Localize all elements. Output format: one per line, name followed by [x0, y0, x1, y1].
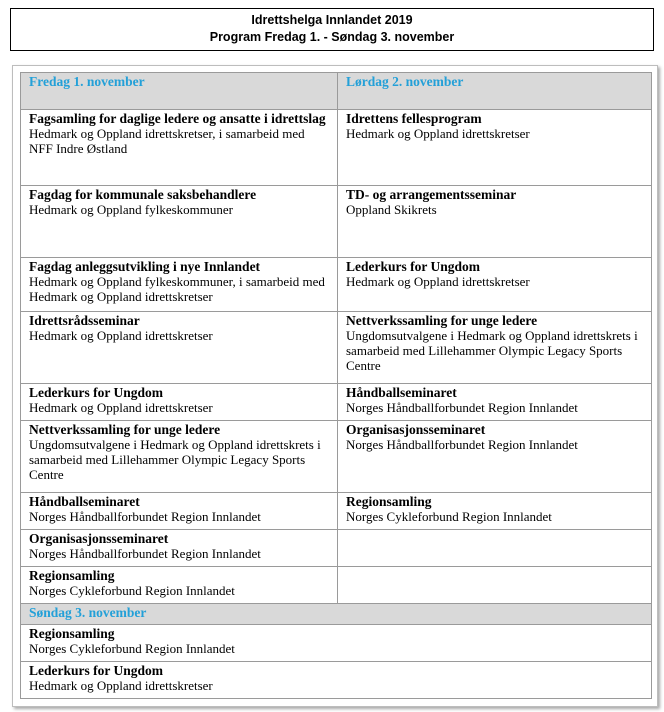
event-title: Organisasjonsseminaret [29, 531, 169, 546]
event-title: Idrettshelga Innlandet 2019 [251, 13, 413, 27]
day-heading-row [21, 73, 652, 110]
event-organizer: Norges Cykleforbund Region Innlandet [29, 583, 235, 598]
friday-heading: Fredag 1. november [21, 73, 338, 110]
table-row [21, 662, 652, 699]
event-organizer: Norges Cykleforbund Region Innlandet [29, 641, 235, 656]
event-title: Lederkurs for Ungdom [346, 259, 481, 274]
sunday-heading-row [21, 604, 652, 625]
event-title: Håndballseminaret [29, 494, 140, 509]
table-row [21, 110, 652, 186]
sunday-heading: Søndag 3. november [21, 604, 652, 625]
friday-event [21, 567, 338, 604]
table-row [21, 258, 652, 312]
table-row [21, 625, 652, 662]
event-organizer: Norges Håndballforbundet Region Innlandet [29, 509, 261, 524]
event-organizer: Hedmark og Oppland fylkeskommuner [29, 202, 233, 217]
saturday-event [338, 312, 652, 384]
friday-event [21, 312, 338, 384]
friday-event [21, 258, 338, 312]
friday-event [21, 421, 338, 493]
saturday-event [338, 421, 652, 493]
table-row [21, 567, 652, 604]
event-title: Regionsamling [346, 494, 432, 509]
table-row [21, 384, 652, 421]
event-title: Fagdag anleggsutvikling i nye Innlandet [29, 259, 261, 274]
friday-event [21, 493, 338, 530]
program-panel [12, 65, 658, 707]
saturday-event [338, 186, 652, 258]
friday-event [21, 186, 338, 258]
saturday-event [338, 493, 652, 530]
saturday-event-empty [338, 530, 652, 567]
event-title: Organisasjonsseminaret [346, 422, 486, 437]
friday-event [21, 110, 338, 186]
saturday-heading: Lørdag 2. november [338, 73, 652, 110]
event-title: Lederkurs for Ungdom [29, 663, 164, 678]
event-title: Fagsamling for daglige ledere og ansatte i idrettslag [29, 111, 326, 126]
table-row [21, 312, 652, 384]
event-organizer: Ungdomsutvalgene i Hedmark og Oppland idrettskrets i samarbeid med Lillehammer Olympic Legacy Sports Centre [29, 437, 321, 482]
sunday-event [21, 662, 652, 699]
table-row [21, 421, 652, 493]
event-title: Nettverkssamling for unge ledere [346, 313, 538, 328]
program-table [20, 72, 652, 699]
event-organizer: Hedmark og Oppland idrettskretser, i samarbeid med NFF Indre Østland [29, 126, 305, 156]
table-row [21, 493, 652, 530]
event-title: Håndballseminaret [346, 385, 457, 400]
event-title: TD- og arrangementsseminar [346, 187, 517, 202]
event-title: Lederkurs for Ungdom [29, 385, 164, 400]
event-organizer: Ungdomsutvalgene i Hedmark og Oppland idrettskrets i samarbeid med Lillehammer Olympic Legacy Sports Centre [346, 328, 638, 373]
friday-event [21, 384, 338, 421]
event-organizer: Norges Håndballforbundet Region Innlandet [346, 400, 578, 415]
event-organizer: Norges Håndballforbundet Region Innlandet [346, 437, 578, 452]
document-header [10, 8, 654, 51]
event-organizer: Hedmark og Oppland idrettskretser [346, 274, 530, 289]
event-organizer: Norges Cykleforbund Region Innlandet [346, 509, 552, 524]
event-organizer: Hedmark og Oppland fylkeskommuner, i samarbeid med Hedmark og Oppland idrettskretser [29, 274, 325, 304]
event-organizer: Hedmark og Oppland idrettskretser [29, 678, 213, 693]
saturday-event [338, 384, 652, 421]
saturday-event [338, 258, 652, 312]
event-organizer: Hedmark og Oppland idrettskretser [346, 126, 530, 141]
event-title: Idrettens fellesprogram [346, 111, 482, 126]
event-organizer: Norges Håndballforbundet Region Innlandet [29, 546, 261, 561]
saturday-event-empty [338, 567, 652, 604]
table-row [21, 530, 652, 567]
program-subtitle: Program Fredag 1. - Søndag 3. november [209, 30, 455, 44]
event-title: Fagdag for kommunale saksbehandlere [29, 187, 257, 202]
event-title: Nettverkssamling for unge ledere [29, 422, 221, 437]
event-organizer: Hedmark og Oppland idrettskretser [29, 400, 213, 415]
event-organizer: Oppland Skikrets [346, 202, 437, 217]
event-title: Regionsamling [29, 568, 115, 583]
saturday-event [338, 110, 652, 186]
sunday-event [21, 625, 652, 662]
friday-event [21, 530, 338, 567]
event-organizer: Hedmark og Oppland idrettskretser [29, 328, 213, 343]
event-title: Regionsamling [29, 626, 115, 641]
event-title: Idrettsrådsseminar [29, 313, 140, 328]
table-row [21, 186, 652, 258]
